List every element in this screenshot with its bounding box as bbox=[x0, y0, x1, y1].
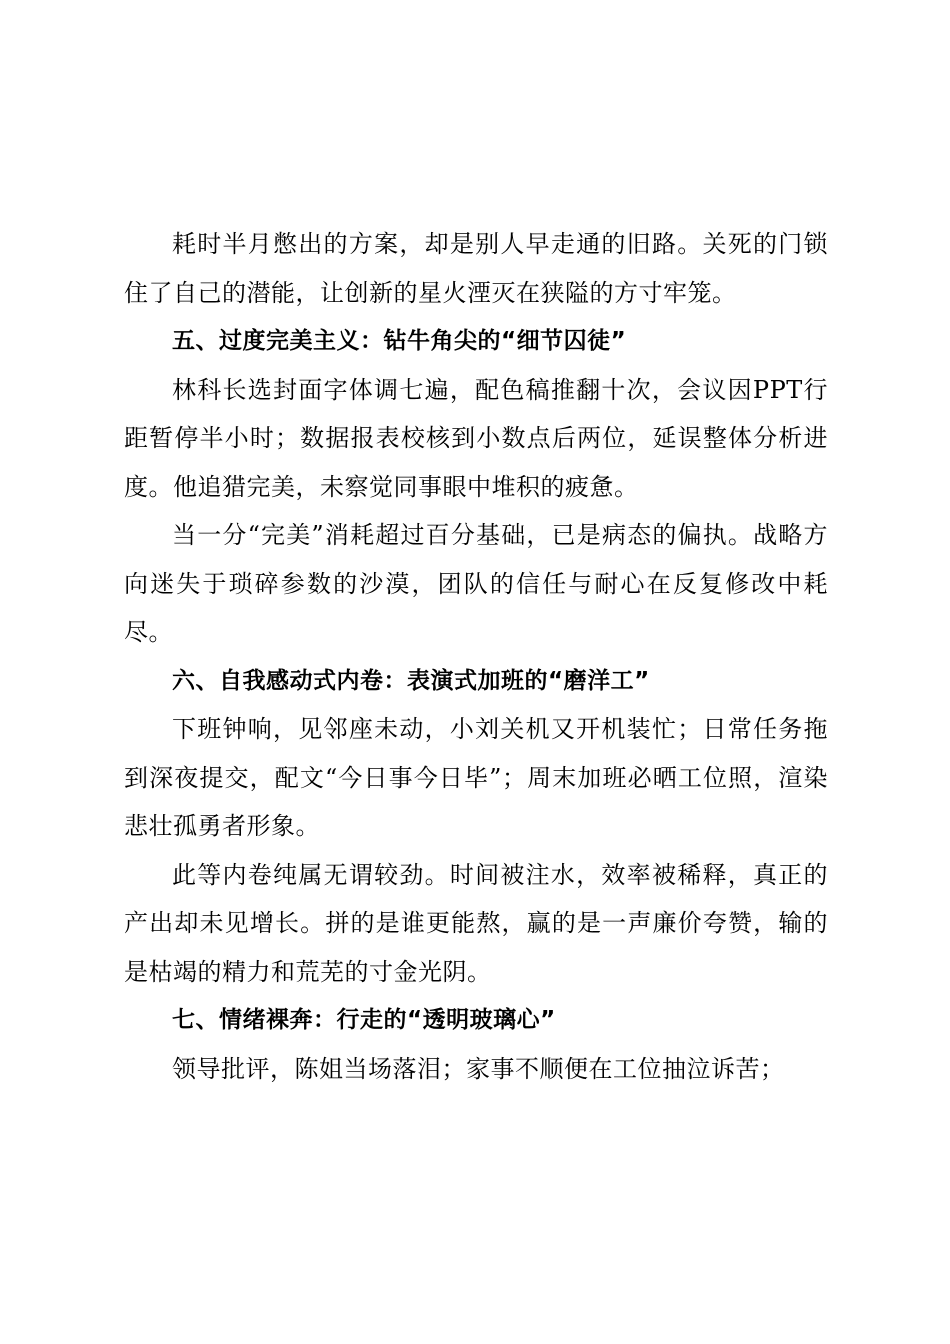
paragraph-involution-example: 下班钟响，见邻座未动，小刘关机又开机装忙；日常任务拖到深夜提交，配文“今日事今日毕”；周末加班必晒工位照，渲染悲壮孤勇者形象。 bbox=[124, 715, 828, 840]
paragraph-perfectionism-conclusion: 当一分“完美”消耗超过百分基础，已是病态的偏执。战略方向迷失于琐碎参数的沙漠，团队的信任与耐心在反复修改中耗尽。 bbox=[124, 521, 828, 646]
paragraph-perfectionism-example: 林科长选封面字体调七遍，配色稿推翻十次，会议因PPT行距暂停半小时；数据报表校核到小数点后两位，延误整体分析进度。他追猎完美，未察觉同事眼中堆积的疲惫。 bbox=[124, 375, 828, 501]
section-heading-6: 六、自我感动式内卷：表演式加班的“磨洋工” bbox=[172, 667, 650, 694]
document-body bbox=[124, 220, 828, 1093]
paragraph-involution-conclusion: 此等内卷纯属无谓较劲。时间被注水，效率被稀释，真正的产出却未见增长。拼的是谁更能熬，赢的是一声廉价夸赞，输的是枯竭的精力和荒芜的寸金光阴。 bbox=[124, 860, 828, 986]
section-heading-7: 七、情绪裸奔：行走的“透明玻璃心” bbox=[172, 1007, 556, 1033]
paragraph-innovation-conclusion: 耗时半月憋出的方案，却是别人早走通的旧路。关死的门锁住了自己的潜能，让创新的星火湮灭在狭隘的方寸牢笼。 bbox=[124, 230, 828, 307]
paragraph-emotion-example: 领导批评，陈姐当场落泪；家事不顺便在工位抽泣诉苦； bbox=[172, 1054, 785, 1083]
section-heading-5: 五、过度完美主义：钻牛角尖的“细节囚徒” bbox=[172, 328, 627, 354]
